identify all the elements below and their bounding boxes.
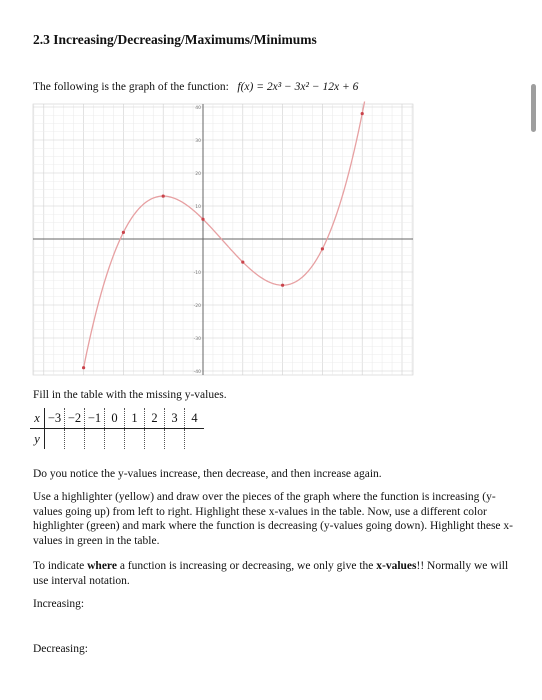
indicate-mid: a function is increasing or decreasing, we only give the: [116, 560, 377, 572]
scrollbar[interactable]: [531, 84, 536, 132]
highlighter-instructions: Use a highlighter (yellow) and draw over the pieces of the graph where the function is increasing (y-values going up) from left to right. Highlight these x-values in the table. Now, use a different color highlighter (green) and mark where the function is decreasing (y-values going down). Highlight these x-values in green in the table.: [33, 491, 513, 547]
y-tick-label: -40: [193, 370, 201, 375]
indicate-bold-xvalues: x-values: [376, 560, 417, 572]
x-header: x: [30, 408, 45, 429]
x-value-cell: −1: [85, 408, 105, 429]
y-value-cell[interactable]: [105, 429, 125, 450]
page-title: 2.3 Increasing/Decreasing/Maximums/Minimums: [33, 32, 317, 47]
indicate-prefix: To indicate: [33, 560, 88, 572]
x-value-cell: −3: [45, 408, 65, 429]
fill-table-instruction: Fill in the table with the missing y-values.: [33, 389, 227, 401]
value-table: [30, 408, 204, 449]
increasing-label: Increasing:: [33, 598, 85, 610]
y-tick-label: 20: [195, 172, 201, 177]
graph-point: [122, 231, 125, 234]
graph-point: [241, 261, 244, 264]
x-value-cell: 1: [125, 408, 145, 429]
indicate-bold-where: where: [87, 560, 117, 572]
x-value-cell: 3: [165, 408, 185, 429]
graph-point: [82, 366, 85, 369]
y-value-cell[interactable]: [85, 429, 105, 450]
y-value-cell[interactable]: [145, 429, 165, 450]
graph-point: [361, 112, 364, 115]
y-value-cell[interactable]: [165, 429, 185, 450]
y-value-cell[interactable]: [125, 429, 145, 450]
intro-label: The following is the graph of the function:: [33, 81, 229, 93]
y-value-cell[interactable]: [45, 429, 65, 450]
y-tick-label: 10: [195, 205, 201, 210]
notice-question: Do you notice the y-values increase, then decrease, and then increase again.: [33, 468, 382, 480]
x-row: [30, 408, 204, 429]
y-value-cell[interactable]: [185, 429, 205, 450]
y-value-cell[interactable]: [65, 429, 85, 450]
indicate-suffix: !! Normally we will use interval notation.: [33, 560, 509, 587]
y-tick-label: -30: [193, 337, 201, 342]
graph-point: [201, 218, 204, 221]
x-value-cell: 2: [145, 408, 165, 429]
function-formula: f(x) = 2x³ − 3x² − 12x + 6: [237, 81, 359, 93]
graph-point: [321, 247, 324, 250]
y-row: [30, 429, 204, 450]
x-value-cell: 4: [185, 408, 205, 429]
y-tick-label: -20: [193, 304, 201, 309]
y-tick-label: 40: [195, 106, 201, 111]
y-header: y: [30, 429, 45, 450]
y-tick-label: 30: [195, 139, 201, 144]
graph-point: [281, 284, 284, 287]
indicate-instructions: [33, 559, 513, 588]
x-value-cell: 0: [105, 408, 125, 429]
y-tick-label: -10: [193, 271, 201, 276]
decreasing-label: Decreasing:: [33, 643, 88, 655]
x-value-cell: −2: [65, 408, 85, 429]
graph-point: [162, 195, 165, 198]
